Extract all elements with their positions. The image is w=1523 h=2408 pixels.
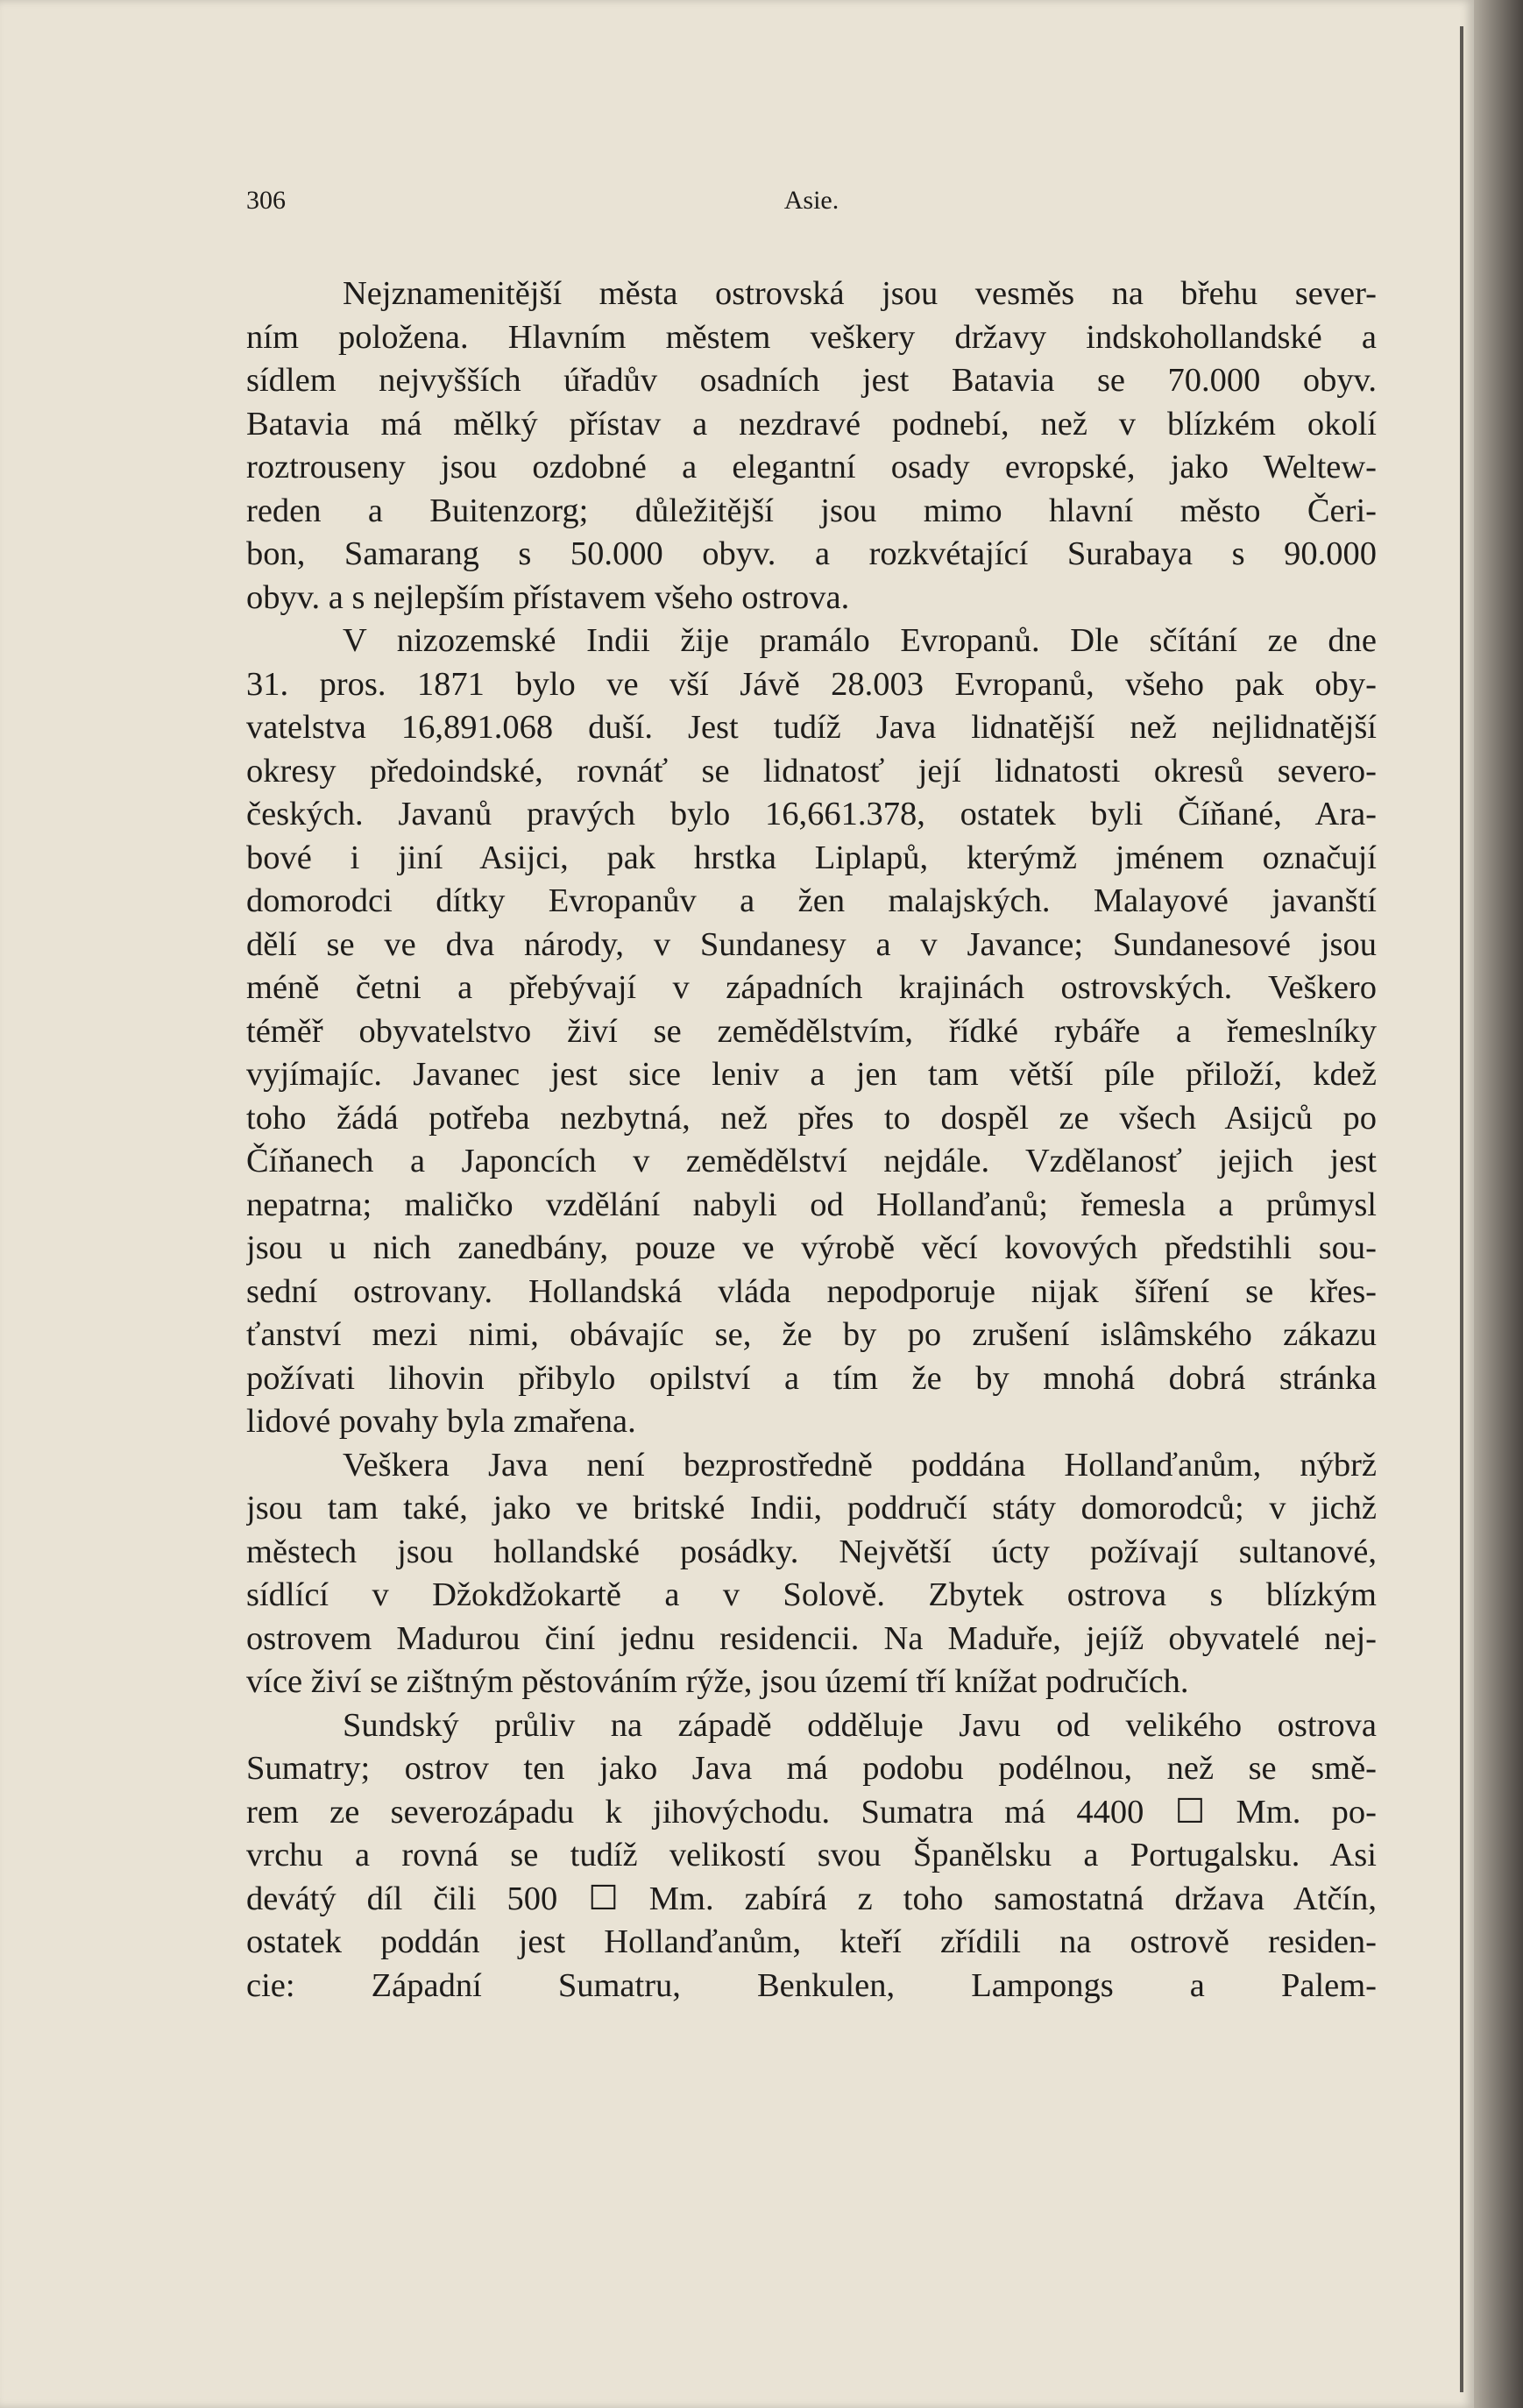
text-line: vyjímajíc. Javanec jest sice leniv a jen tam větší píle přiloží, kdež [246,1056,1377,1093]
text-line: ťanství mezi nimi, obávajíc se, že by po zrušení islâmského zákazu [246,1316,1377,1353]
text-line: vrchu a rovná se tudíž velikostí svou Španělsku a Portugalsku. Asi [246,1837,1377,1873]
text-line: cie: Západní Sumatru, Benkulen, Lampongs a Palem- [246,1966,1377,2004]
paragraph-governance [246,1444,1377,1704]
text-line: sední ostrovany. Hollandská vláda nepodporuje nijak šíření se křes- [246,1272,1377,1310]
text-line: domorodci dítky Evropanův a žen malajských. Malayové javanští [246,882,1377,919]
page-number: 306 [246,186,286,215]
text-line: rem ze severozápadu k jihovýchodu. Sumatra má 4400 ☐ Mm. po- [246,1793,1377,1831]
page-header [246,186,1377,221]
text-line: vatelstva 16,891.068 duší. Jest tudíž Java lidnatější než nejlidnatější [246,709,1377,746]
text-line: 31. pros. 1871 bylo ve vší Jávě 28.003 Evropanů, všeho pak oby- [246,665,1377,703]
scan-shadow [1470,0,1523,2408]
text-line: požívati lihovin přibylo opilství a tím že by mnohá dobrá stránka [246,1359,1377,1397]
text-line: Sumatry; ostrov ten jako Java má podobu podélnou, než se smě- [246,1750,1377,1787]
text-line: Nejznamenitější města ostrovská jsou vesměs na břehu sever- [343,275,1377,312]
text-line: toho žádá potřeba nezbytná, než přes to dospěl ze všech Asijců po [246,1099,1377,1137]
text-line: reden a Buitenzorg; důležitější jsou mimo hlavní město Čeri- [246,492,1377,529]
text-line: více živí se zištným pěstováním rýže, jsou území tří knížat područích. [246,1663,1189,1700]
text-line: českých. Javanů pravých bylo 16,661.378, ostatek byli Číňané, Ara- [246,796,1377,832]
running-title: Asie. [783,186,839,215]
text-line: ním položena. Hlavním městem veškery državy indskohollandské a [246,318,1377,356]
text-line: Veškera Java není bezprostředně poddána Hollanďanům, nýbrž [343,1446,1377,1484]
text-line: téměř obyvatelstvo živí se zemědělstvím, řídké rybáře a řemeslníky [246,1012,1377,1050]
text-line: V nizozemské Indii žije pramálo Evropanů. Dle sčítání ze dne [343,622,1377,659]
text-line: městech jsou hollandské posádky. Největší úcty požívají sultanové, [246,1533,1377,1570]
paragraph-population [246,620,1377,1444]
text-line: ostatek poddán jest Hollanďanům, kteří zřídili na ostrově residen- [246,1923,1377,1960]
text-line: bové i jiní Asijci, pak hrstka Liplapů, kterýmž jménem označují [246,839,1377,876]
text-line: lidové povahy byla zmařena. [246,1403,636,1440]
text-line: Batavia má mělký přístav a nezdravé podnebí, než v blízkém okolí [246,405,1377,443]
body-text [246,273,1377,2008]
text-line: ostrovem Madurou činí jednu residencii. Na Maduře, jejíž obyvatelé nej- [246,1619,1377,1657]
text-line: sídlící v Džokdžokartě a v Solově. Zbytek ostrova s blízkým [246,1576,1377,1613]
text-line: obyv. a s nejlepším přístavem všeho ostrova. [246,578,850,616]
text-line: nepatrna; maličko vzdělání nabyli od Hollanďanů; řemesla a průmysl [246,1186,1377,1223]
text-line: méně četni a přebývají v západních krajinách ostrovských. Veškero [246,969,1377,1006]
text-line: Sundský průliv na západě odděluje Javu od velikého ostrova [343,1706,1377,1744]
text-line: Číňanech a Japoncích v zemědělství nejdále. Vzdělanosť jejich jest [246,1143,1377,1179]
text-line: jsou tam také, jako ve britské Indii, poddručí státy domorodců; v jichž [246,1490,1377,1526]
text-line: devátý díl čili 500 ☐ Mm. zabírá z toho samostatná država Atčín, [246,1880,1377,1917]
text-line: jsou u nich zanedbány, pouze ve výrobě věcí kovových předstihli sou- [246,1229,1377,1266]
text-line: sídlem nejvyšších úřadův osadních jest Batavia se 70.000 obyv. [246,362,1377,399]
paragraph-cities [246,273,1377,620]
text-line: roztrouseny jsou ozdobné a elegantní osady evropské, jako Weltew- [246,449,1377,485]
text-line: okresy předoindské, rovnáť se lidnatosť její lidnatosti okresů severo- [246,752,1377,790]
paragraph-sumatra [246,1704,1377,2008]
text-line: bon, Samarang s 50.000 obyv. a rozkvétající Surabaya s 90.000 [246,535,1377,572]
text-line: dělí se ve dva národy, v Sundanesy a v Javance; Sundanesové jsou [246,925,1377,963]
page-edge [1460,26,1463,2392]
